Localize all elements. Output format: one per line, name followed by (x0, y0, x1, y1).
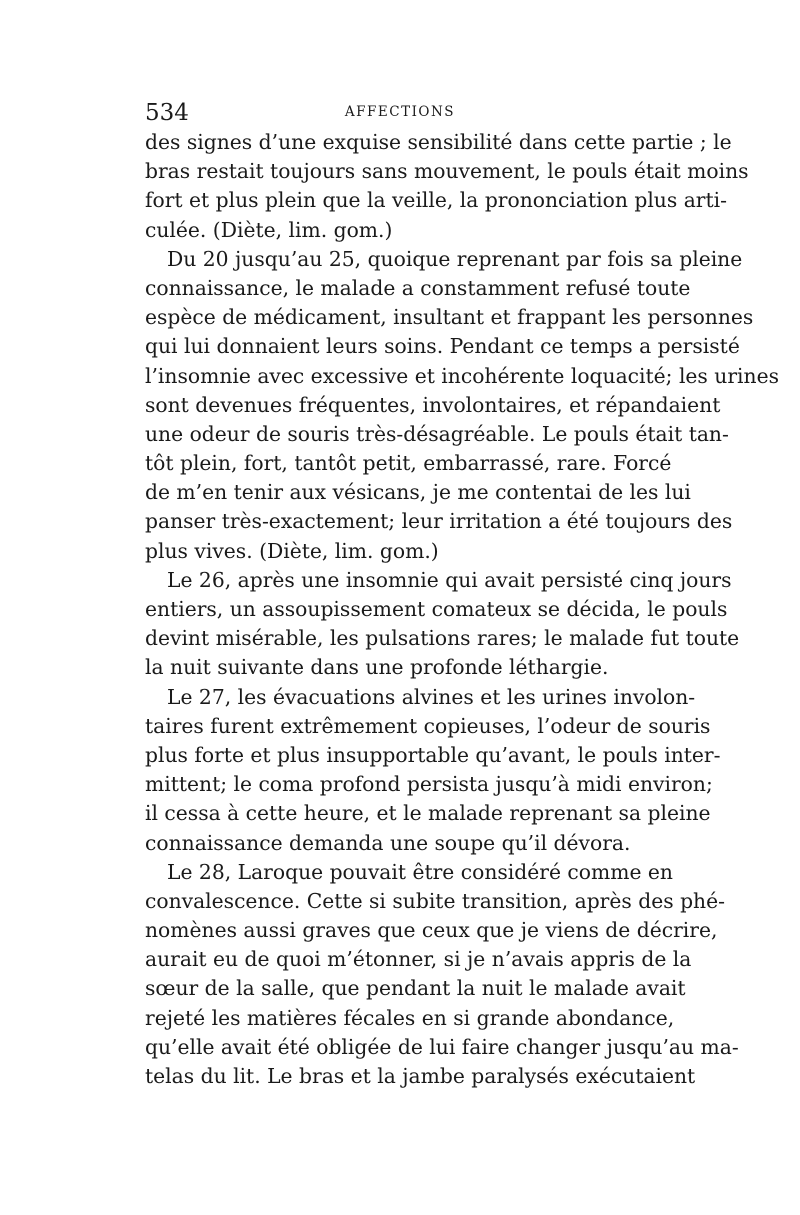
text-line: devint misérable, les pulsations rares; le malade fut toute (145, 626, 740, 651)
text-line: Du 20 jusqu’au 25, quoique reprenant par fois sa pleine (167, 246, 743, 271)
text-line: rejeté les matières fécales en si grande abondance, (145, 1005, 675, 1030)
text-line: qui lui donnaient leurs soins. Pendant ce temps a persisté (145, 334, 740, 359)
text-line: entiers, un assoupissement comateux se décida, le pouls (145, 597, 728, 621)
text-line: fort et plus plein que la veille, la prononciation plus arti- (145, 188, 727, 213)
text-line: Le 28, Laroque pouvait être considéré comme en (167, 859, 673, 884)
text-line: connaissance, le malade a constamment refusé toute (145, 275, 691, 300)
text-line: Le 26, après une insomnie qui avait persisté cinq jours (167, 567, 732, 592)
text-line: nomènes aussi graves que ceux que je viens de décrire, (145, 918, 718, 943)
text-line: bras restait toujours sans mouvement, le pouls était moins (145, 159, 749, 184)
text-line: qu’elle avait été obligée de lui faire changer jusqu’au ma- (145, 1034, 739, 1059)
paragraph (145, 128, 749, 245)
text-line: culée. (Diète, lim. gom.) (145, 217, 393, 242)
text-line: sont devenues fréquentes, involontaires, et répandaient (145, 392, 721, 417)
text-line: des signes d’une exquise sensibilité dans cette partie ; le (145, 130, 732, 154)
text-line: sœur de la salle, que pendant la nuit le malade avait (145, 976, 686, 1001)
text-line: convalescence. Cette si subite transition, après des phé- (145, 888, 725, 913)
paragraph (145, 245, 780, 566)
text-line: plus forte et plus insupportable qu’avant, le pouls inter- (145, 742, 721, 767)
text-line: de m’en tenir aux vésicans, je me contentai de les lui (145, 480, 691, 505)
paragraph (145, 566, 740, 683)
text-line: il cessa à cette heure, et le malade reprenant sa pleine (145, 801, 711, 826)
text-line: espèce de médicament, insultant et frappant les personnes (145, 305, 754, 330)
text-line: Le 27, les évacuations alvines et les urines involon- (167, 684, 696, 709)
text-line: une odeur de souris très-désagréable. Le pouls était tan- (145, 421, 729, 446)
text-line: taires furent extrêmement copieuses, l’odeur de souris (145, 713, 711, 738)
text-line: connaissance demanda une soupe qu’il dévora. (145, 830, 631, 855)
text-line: tôt plein, fort, tantôt petit, embarrassé, rare. Forcé (145, 451, 672, 476)
paragraph (145, 858, 739, 1092)
page-number: 534 (145, 100, 189, 126)
text-line: telas du lit. Le bras et la jambe paralysés exécutaient (145, 1064, 696, 1088)
page-header (145, 100, 655, 130)
body-text (145, 128, 780, 1091)
text-line: l’insomnie avec excessive et incohérente loquacité; les urines (145, 363, 780, 388)
paragraph (145, 683, 721, 858)
text-line: panser très-exactement; leur irritation a été toujours des (145, 509, 733, 534)
text-line: plus vives. (Diète, lim. gom.) (145, 538, 439, 563)
text-line: la nuit suivante dans une profonde léthargie. (145, 655, 609, 680)
text-line: mittent; le coma profond persista jusqu’à midi environ; (145, 772, 713, 797)
text-line: aurait eu de quoi m’étonner, si je n’avais appris de la (145, 947, 692, 972)
running-head: AFFECTIONS (344, 104, 456, 120)
